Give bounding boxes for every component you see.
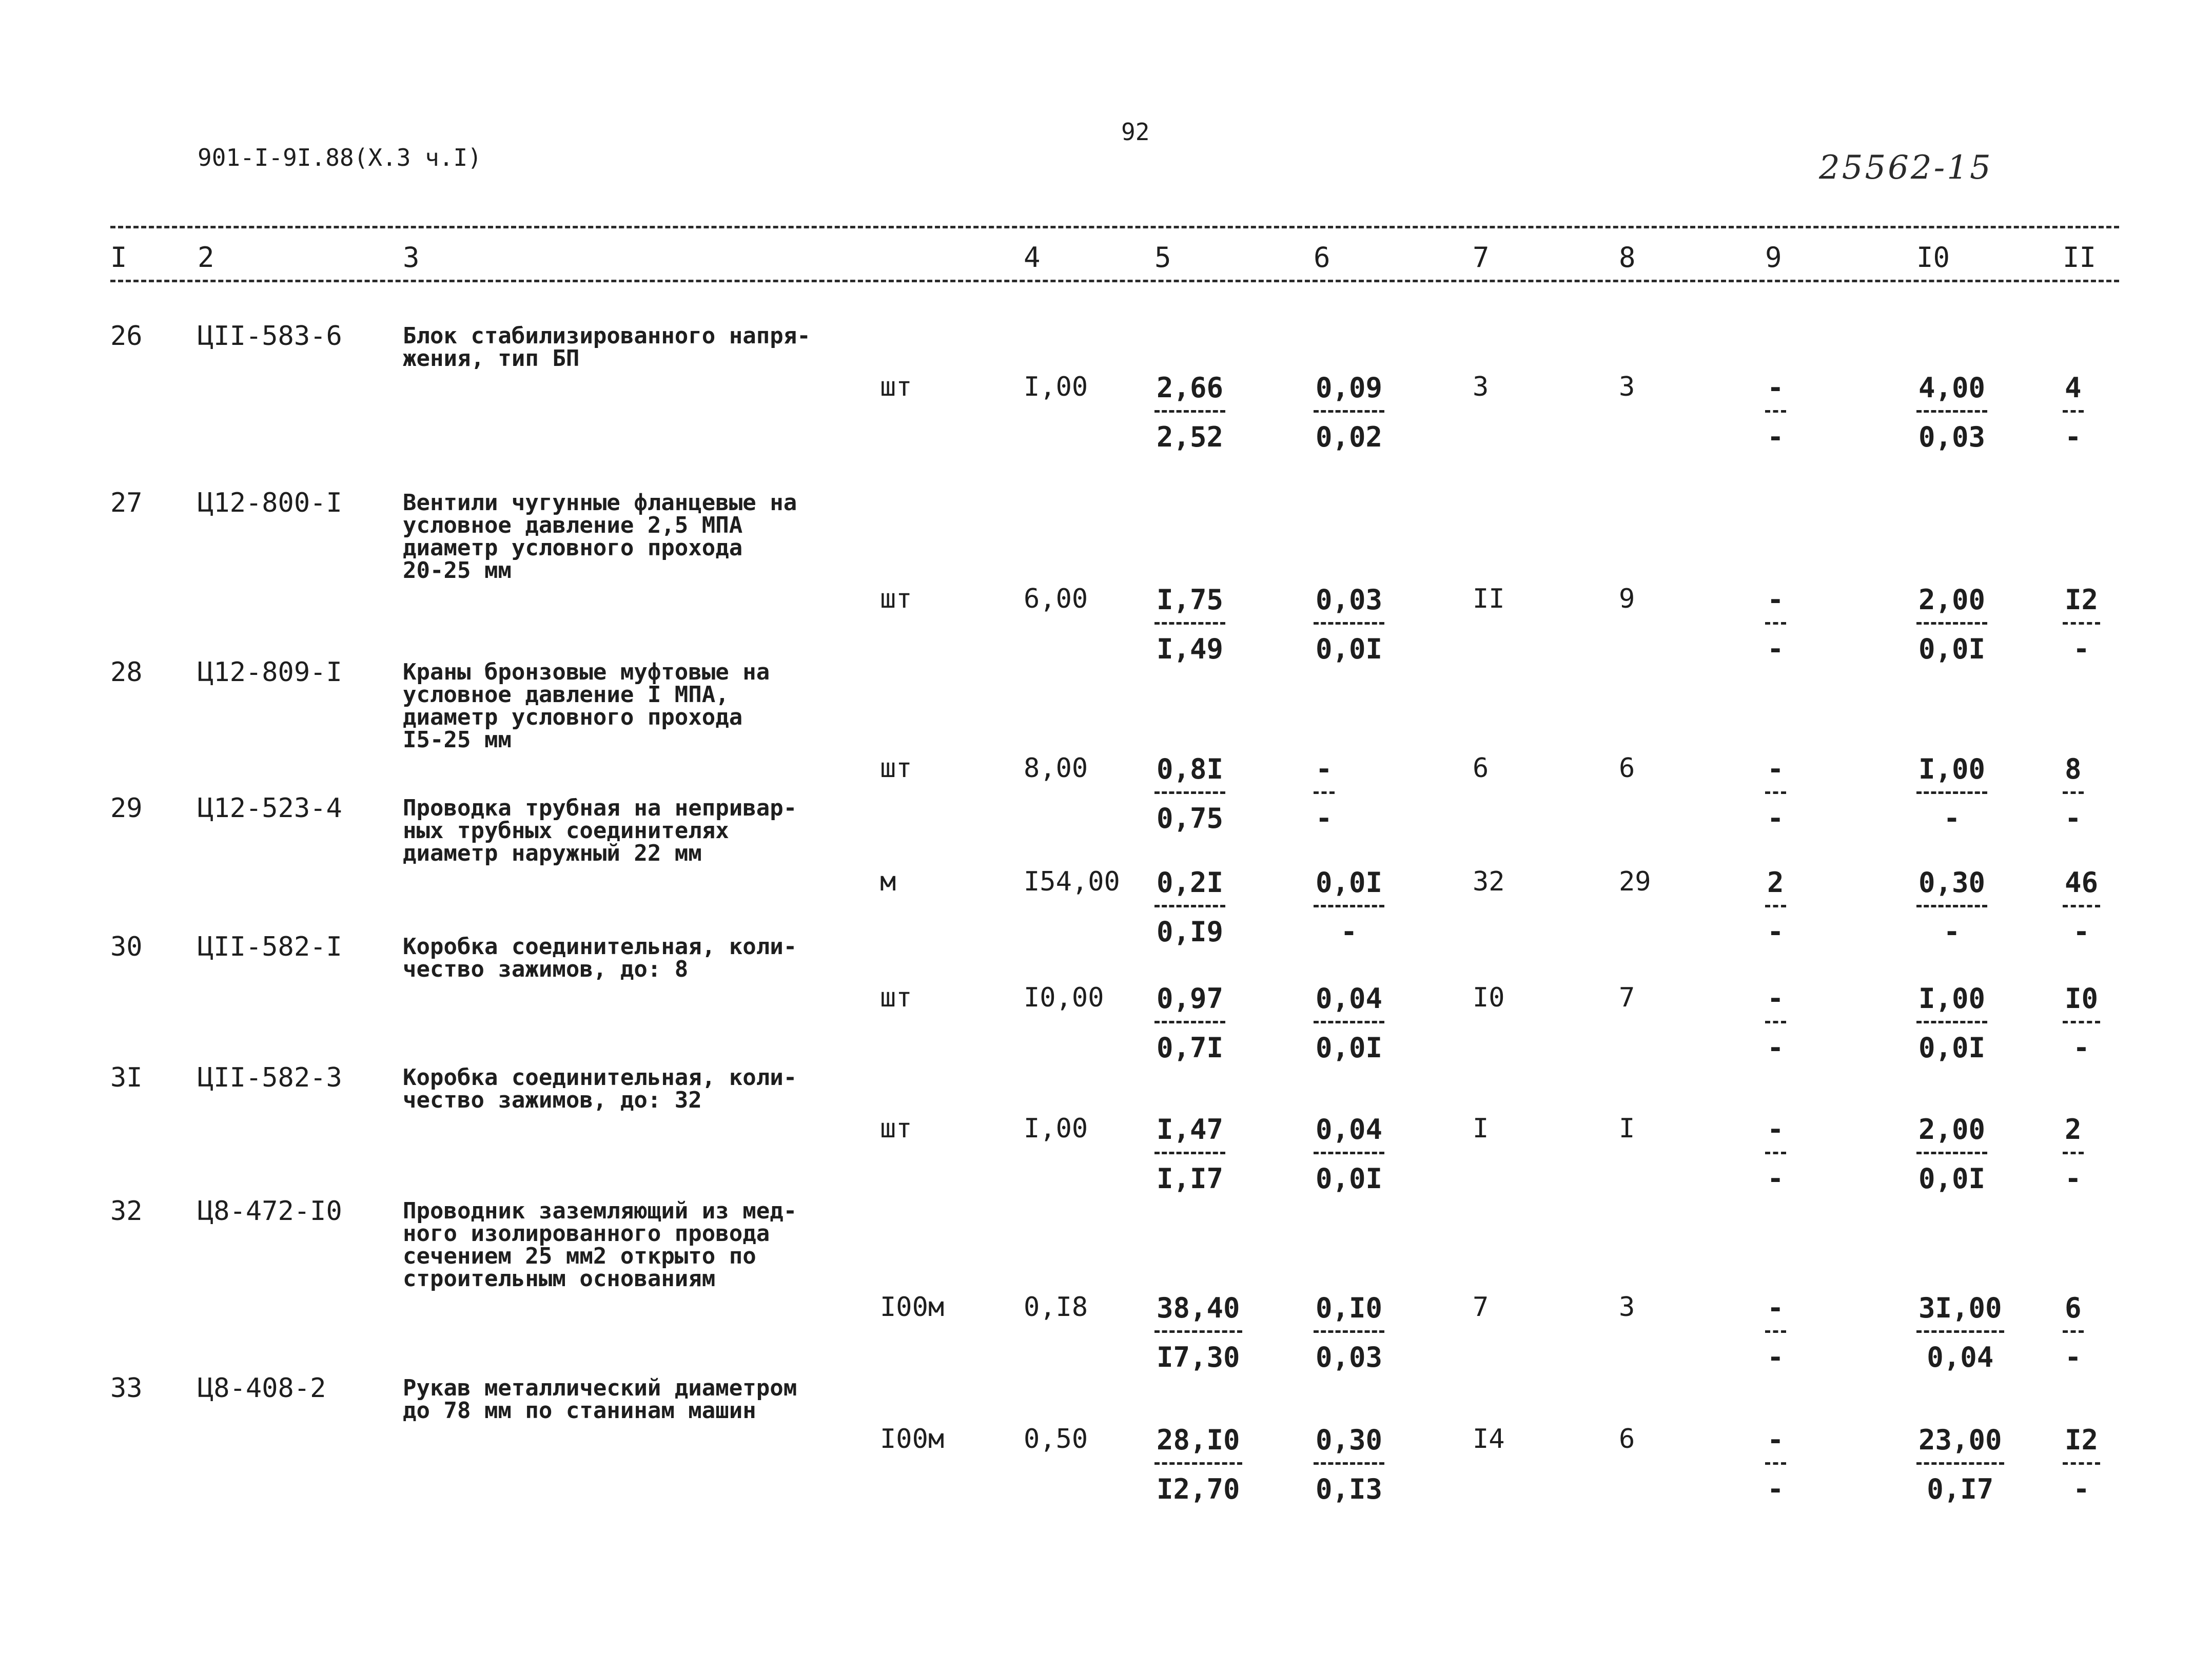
fraction-numerator: 6 [2065,1292,2082,1324]
fraction-numerator: 28,I0 [1157,1424,1240,1456]
fraction-bar [1154,622,1225,625]
fraction-denominator: 2,52 [1157,421,1224,453]
fraction-bar [1154,905,1225,907]
fraction-bar [1154,1152,1225,1154]
description-line: I5-25 мм [403,727,512,753]
row-col8: 3 [1619,1292,1635,1323]
row-col7: I4 [1473,1424,1505,1455]
row-col6-fraction [1314,584,1384,665]
row-number: 3I [110,1062,143,1093]
fraction-bar [1154,791,1225,794]
description-line: Проводка трубная на непривар- [403,795,797,821]
row-col9-fraction [1765,982,1786,1064]
row-col6-fraction [1314,753,1335,835]
fraction-bar [1154,410,1225,413]
fraction-numerator: I2 [2065,1424,2099,1456]
description-line: до 78 мм по станинам машин [403,1398,756,1424]
row-code: ЦII-582-3 [198,1062,342,1093]
fraction-numerator: - [1767,1113,1784,1146]
fraction-bar [1765,1021,1786,1023]
fraction-denominator: - [2073,1473,2090,1505]
row-col9-fraction [1765,1113,1786,1195]
fraction-denominator: 0,I7 [1927,1473,1994,1505]
row-col8: I [1619,1113,1635,1144]
description-line: условное давление I МПА, [403,682,729,708]
fraction-denominator: 0,0I [1316,1162,1383,1195]
fraction-numerator: 2,00 [1919,1113,1986,1146]
row-quantity: 0,50 [1024,1424,1088,1455]
row-quantity: 0,I8 [1024,1292,1088,1323]
fraction-bar [1314,1330,1384,1333]
row-col7: 3 [1473,372,1489,402]
fraction-numerator: 0,2I [1157,866,1224,899]
fraction-denominator: - [1767,633,1784,665]
fraction-numerator: 46 [2065,866,2099,899]
fraction-denominator: - [1767,1341,1784,1373]
row-number: 30 [110,932,143,962]
row-col8: 29 [1619,866,1651,897]
row-col10-fraction [1916,1113,1987,1195]
fraction-numerator: 0,30 [1316,1424,1383,1456]
row-quantity: I0,00 [1024,982,1104,1013]
row-col7: I0 [1473,982,1505,1013]
fraction-denominator: 0,7I [1157,1032,1224,1064]
row-col9-fraction [1765,1424,1786,1505]
fraction-numerator: 2,00 [1919,584,1986,616]
fraction-numerator: 0,97 [1157,982,1224,1015]
column-number: 2 [198,241,214,274]
fraction-numerator: - [1767,584,1784,616]
row-col7: II [1473,584,1505,614]
description-line: чество зажимов, до: 8 [403,956,689,982]
row-col10-fraction [1916,584,1987,665]
fraction-numerator: - [1767,982,1784,1015]
fraction-denominator: 0,0I [1316,633,1383,665]
column-number: II [2063,241,2097,274]
row-col9-fraction [1765,584,1786,665]
fraction-denominator: 0,0I [1919,633,1986,665]
description-line: строительным основаниям [403,1266,716,1292]
header-top-rule [110,226,2119,228]
row-col9-fraction [1765,372,1786,453]
description-line: Краны бронзовые муфтовые на [403,659,770,685]
row-description [403,492,865,582]
row-unit: шт [880,584,912,614]
row-code: ЦII-583-6 [198,321,342,352]
fraction-numerator: I,75 [1157,584,1224,616]
row-col6-fraction [1314,1292,1384,1373]
row-code: Ц8-408-2 [198,1373,326,1404]
fraction-numerator: 0,0I [1316,866,1383,899]
fraction-bar [1314,1021,1384,1023]
page-number: 92 [1121,118,1150,146]
document-code: 901-I-9I.88(X.3 ч.I) [198,144,482,171]
row-unit: шт [880,1113,912,1144]
row-quantity: I54,00 [1024,866,1120,897]
fraction-denominator: - [1767,916,1784,948]
fraction-bar [1916,905,1987,907]
description-line: диаметр условного прохода [403,535,743,561]
fraction-denominator: - [1340,916,1358,948]
fraction-bar [1916,622,1987,625]
fraction-bar [1314,410,1384,413]
fraction-denominator: 0,03 [1316,1341,1383,1373]
fraction-numerator: I,00 [1919,753,1986,785]
row-col6-fraction [1314,1113,1384,1195]
fraction-denominator: - [2065,1341,2082,1373]
fraction-numerator: 0,04 [1316,982,1383,1015]
column-number: 7 [1473,241,1490,274]
row-col8: 9 [1619,584,1635,614]
description-line: Проводник заземляющий из мед- [403,1198,797,1224]
row-col11-fraction [2063,866,2100,948]
fraction-numerator: I0 [2065,982,2099,1015]
row-col5-fraction [1154,584,1225,665]
row-col5-fraction [1154,753,1225,835]
fraction-numerator: 0,09 [1316,372,1383,404]
row-col5-fraction [1154,1113,1225,1195]
row-col8: 6 [1619,753,1635,784]
column-number: 5 [1154,241,1171,274]
fraction-numerator: 4,00 [1919,372,1986,404]
row-code: ЦII-582-I [198,932,342,962]
archive-number: 25562-15 [1819,149,1993,187]
fraction-bar [1314,905,1384,907]
row-col10-fraction [1916,1292,2004,1373]
fraction-numerator: 0,8I [1157,753,1224,785]
fraction-bar [2063,1330,2084,1333]
row-col5-fraction [1154,1292,1242,1373]
row-col7: 6 [1473,753,1489,784]
fraction-denominator: - [1767,1473,1784,1505]
row-col7: 32 [1473,866,1505,897]
row-col7: I [1473,1113,1489,1144]
row-col9-fraction [1765,1292,1786,1373]
fraction-bar [2063,622,2100,625]
row-col9-fraction [1765,866,1786,948]
fraction-denominator: - [1767,1032,1784,1064]
row-description [403,936,865,981]
header-bottom-rule [110,280,2119,282]
fraction-numerator: 0,30 [1919,866,1986,899]
fraction-bar [1765,622,1786,625]
row-unit: I00м [880,1424,945,1455]
row-number: 28 [110,657,143,688]
fraction-bar [1916,1021,1987,1023]
fraction-numerator: 0,I0 [1316,1292,1383,1324]
row-col5-fraction [1154,1424,1242,1505]
fraction-bar [2063,410,2084,413]
fraction-denominator: I2,70 [1157,1473,1240,1505]
fraction-numerator: 0,03 [1316,584,1383,616]
fraction-bar [1916,410,1987,413]
row-number: 26 [110,321,143,352]
column-number: 6 [1314,241,1330,274]
fraction-bar [2063,905,2100,907]
row-description [403,1377,865,1422]
row-col6-fraction [1314,372,1384,453]
fraction-bar [1765,1462,1786,1465]
row-col8: 3 [1619,372,1635,402]
fraction-denominator: 0,75 [1157,802,1224,835]
row-col10-fraction [1916,866,1987,948]
row-unit: шт [880,753,912,784]
fraction-numerator: 0,04 [1316,1113,1383,1146]
fraction-numerator: - [1767,753,1784,785]
fraction-bar [1154,1021,1225,1023]
fraction-denominator: - [1316,802,1333,835]
column-number: 3 [403,241,420,274]
fraction-numerator: - [1767,1424,1784,1456]
row-col11-fraction [2063,372,2084,453]
fraction-bar [1154,1330,1242,1333]
fraction-bar [1314,622,1384,625]
fraction-denominator: 0,04 [1927,1341,1994,1373]
column-number: I [110,241,127,274]
fraction-bar [1765,791,1786,794]
fraction-bar [2063,1152,2084,1154]
fraction-numerator: - [1767,372,1784,404]
description-line: 20-25 мм [403,557,512,584]
description-line: Коробка соединительная, коли- [403,1064,797,1091]
fraction-denominator: 0,0I [1316,1032,1383,1064]
row-code: Ц12-809-I [198,657,342,688]
fraction-numerator: I,00 [1919,982,1986,1015]
fraction-numerator: I,47 [1157,1113,1224,1146]
description-line: диаметр условного прохода [403,704,743,730]
fraction-denominator: I,49 [1157,633,1224,665]
row-number: 33 [110,1373,143,1404]
row-quantity: 8,00 [1024,753,1088,784]
row-quantity: I,00 [1024,1113,1088,1144]
description-line: Вентили чугунные фланцевые на [403,490,797,516]
row-col10-fraction [1916,982,1987,1064]
row-col9-fraction [1765,753,1786,835]
fraction-bar [1154,1462,1242,1465]
fraction-denominator: 0,02 [1316,421,1383,453]
description-line: жения, тип БП [403,345,580,372]
fraction-bar [2063,1462,2100,1465]
row-number: 32 [110,1196,143,1227]
fraction-bar [2063,1021,2100,1023]
fraction-denominator: 0,03 [1919,421,1986,453]
row-quantity: I,00 [1024,372,1088,402]
fraction-numerator: 38,40 [1157,1292,1240,1324]
fraction-numerator: 3I,00 [1919,1292,2002,1324]
row-col11-fraction [2063,1424,2100,1505]
row-description [403,1200,865,1290]
fraction-denominator: - [2065,421,2082,453]
fraction-numerator: - [1316,753,1333,785]
fraction-denominator: - [2073,1032,2090,1064]
fraction-denominator: - [1767,1162,1784,1195]
row-col6-fraction [1314,982,1384,1064]
description-line: сечением 25 мм2 открыто по [403,1243,756,1269]
fraction-bar [1314,1462,1384,1465]
column-number: 8 [1619,241,1636,274]
row-number: 29 [110,793,143,824]
fraction-numerator: 8 [2065,753,2082,785]
fraction-denominator: - [1767,802,1784,835]
description-line: чество зажимов, до: 32 [403,1087,702,1113]
row-col11-fraction [2063,753,2084,835]
fraction-bar [1765,1330,1786,1333]
row-col10-fraction [1916,1424,2004,1505]
row-description [403,797,865,865]
row-unit: шт [880,982,912,1013]
fraction-denominator: - [2073,916,2090,948]
row-col11-fraction [2063,982,2100,1064]
row-unit: шт [880,372,912,402]
fraction-bar [1916,1330,2004,1333]
description-line: Коробка соединительная, коли- [403,934,797,960]
fraction-denominator: 0,I9 [1157,916,1224,948]
row-col11-fraction [2063,1292,2084,1373]
fraction-denominator: - [1767,421,1784,453]
fraction-denominator: - [1943,802,1961,835]
fraction-numerator: 4 [2065,372,2082,404]
description-line: условное давление 2,5 МПА [403,512,743,538]
row-col5-fraction [1154,372,1225,453]
description-line: Рукав металлический диаметром [403,1375,797,1401]
column-number: I0 [1916,241,1950,274]
row-col11-fraction [2063,584,2100,665]
description-line: Блок стабилизированного напря- [403,323,811,349]
fraction-bar [1916,1462,2004,1465]
fraction-bar [2063,791,2084,794]
row-col8: 7 [1619,982,1635,1013]
fraction-bar [1314,1152,1384,1154]
fraction-denominator: - [2073,633,2090,665]
row-col8: 6 [1619,1424,1635,1455]
row-col6-fraction [1314,1424,1384,1505]
row-col10-fraction [1916,753,1987,835]
fraction-bar [1314,791,1335,794]
column-number: 4 [1024,241,1041,274]
row-description [403,1064,865,1113]
row-col5-fraction [1154,866,1225,948]
row-description [403,325,865,370]
fraction-bar [1765,410,1786,413]
row-code: Ц12-800-I [198,488,342,518]
row-col6-fraction [1314,866,1384,948]
fraction-denominator: I7,30 [1157,1341,1240,1373]
row-col5-fraction [1154,982,1225,1064]
fraction-denominator: - [1943,916,1961,948]
row-quantity: 6,00 [1024,584,1088,614]
row-unit: I00м [880,1292,945,1323]
fraction-bar [1765,1152,1786,1154]
fraction-numerator: I2 [2065,584,2099,616]
description-line: диаметр наружный 22 мм [403,840,702,866]
column-number: 9 [1765,241,1782,274]
fraction-denominator: - [2065,802,2082,835]
fraction-bar [1765,905,1786,907]
fraction-bar [1916,1152,1987,1154]
fraction-denominator: 0,0I [1919,1162,1986,1195]
row-col11-fraction [2063,1113,2084,1195]
row-col10-fraction [1916,372,1987,453]
fraction-denominator: - [2065,1162,2082,1195]
fraction-denominator: I,I7 [1157,1162,1224,1195]
fraction-denominator: 0,I3 [1316,1473,1383,1505]
row-col7: 7 [1473,1292,1489,1323]
fraction-numerator: 23,00 [1919,1424,2002,1456]
row-code: Ц8-472-I0 [198,1196,342,1227]
fraction-numerator: 2,66 [1157,372,1224,404]
row-number: 27 [110,488,143,518]
fraction-numerator: 2 [1767,866,1784,899]
fraction-numerator: - [1767,1292,1784,1324]
row-description [403,661,865,751]
fraction-numerator: 2 [2065,1113,2082,1146]
fraction-bar [1916,791,1987,794]
fraction-denominator: 0,0I [1919,1032,1986,1064]
row-unit: м [880,866,896,897]
description-line: ных трубных соединителях [403,818,729,844]
row-code: Ц12-523-4 [198,793,342,824]
description-line: ного изолированного провода [403,1220,770,1247]
